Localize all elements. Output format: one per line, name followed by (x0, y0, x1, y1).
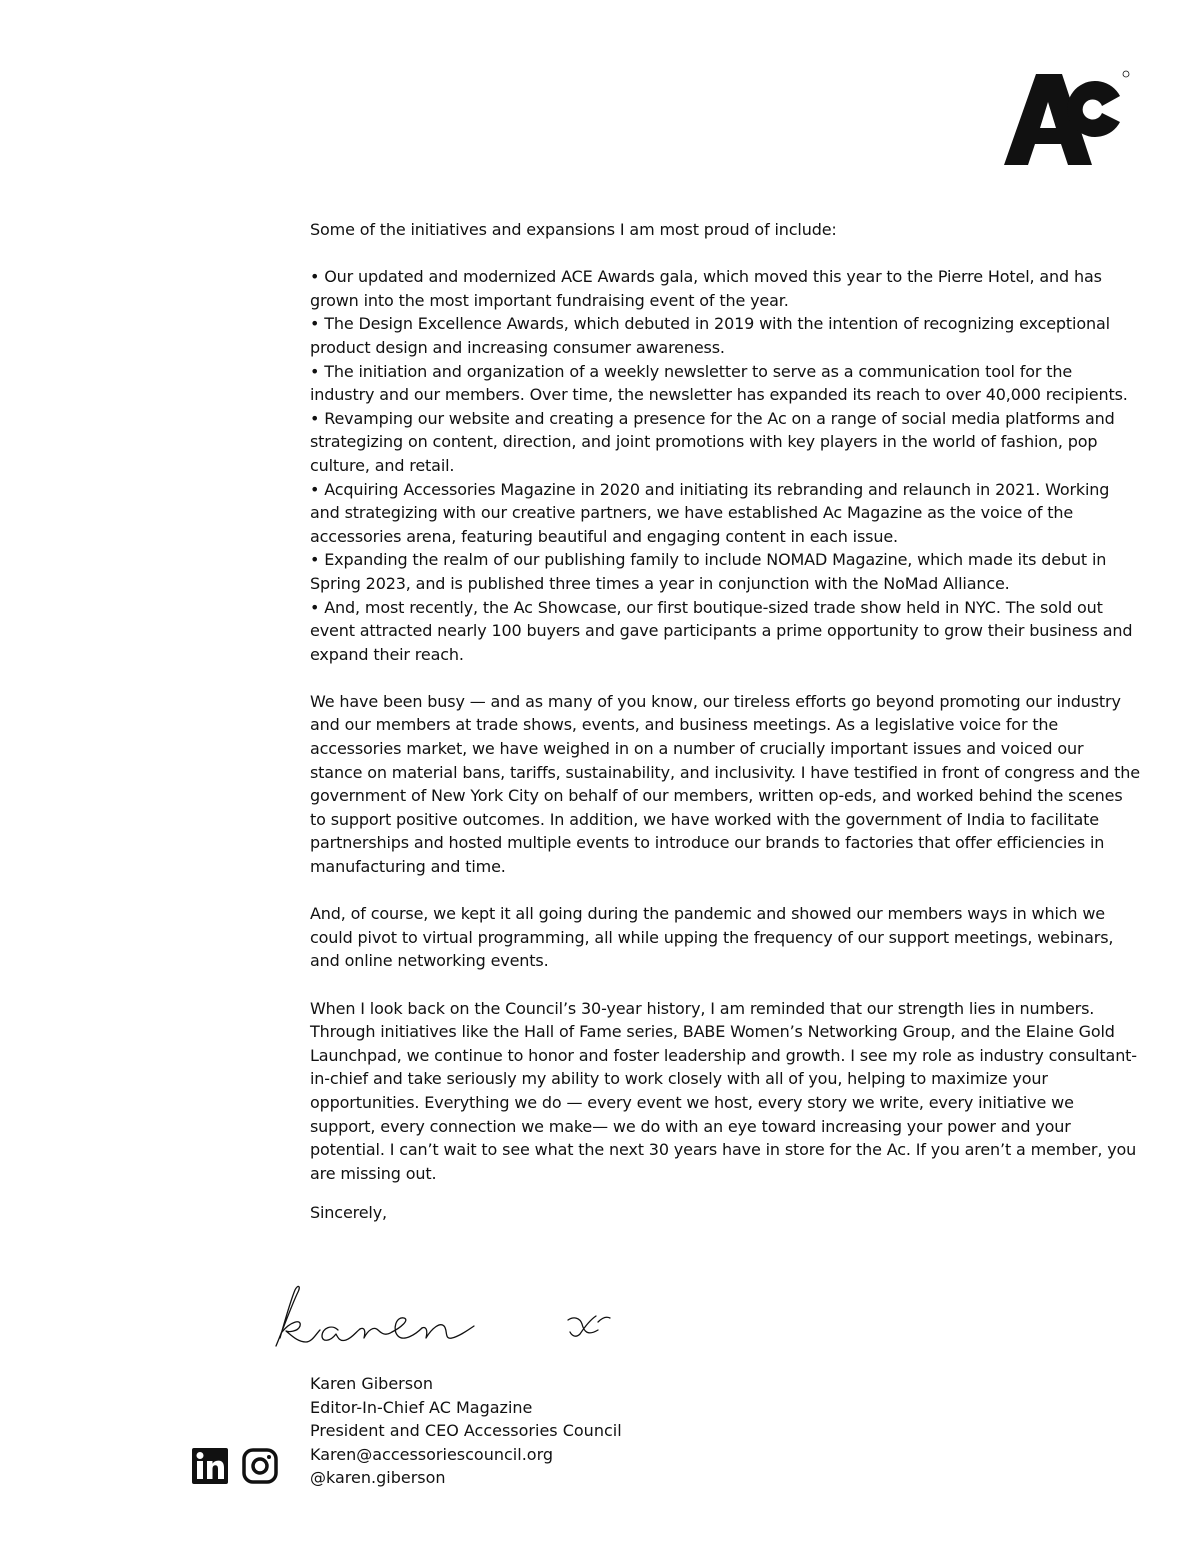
history-paragraph: When I look back on the Council’s 30-year history, I am reminded that our strength lies in numbers. Through initiatives like the Hall of Fame series, BABE Women’s Networking Group, and the Elaine Gold Launchpad, we continue to honor and foster leadership and growth. I see my role as industry consultant-in-chief and take seriously my ability to work closely with all of you, helping to maximize your opportunities. Everything we do — every event we host, every story we write, every initiative we support, every connection we make— we do with an eye toward increasing your power and your potential. I can’t wait to see what the next 30 years have in store for the Ac. If you aren’t a member, you are missing out. (310, 998, 1137, 1183)
initiatives-list (310, 265, 1140, 666)
list-item: • Revamping our website and creating a presence for the Ac on a range of social media platforms and strategizing on content, direction, and joint promotions with key players in the world of fashion, pop culture, and retail. (310, 408, 1115, 475)
signer-name: Karen Giberson (310, 1374, 433, 1393)
list-item: • Our updated and modernized ACE Awards gala, which moved this year to the Pierre Hotel, and has grown into the most important fundraising event of the year. (310, 267, 1102, 310)
signature-block (310, 1372, 622, 1490)
signer-handle[interactable]: @karen.giberson (310, 1468, 446, 1487)
list-item: • And, most recently, the Ac Showcase, our first boutique-sized trade show held in NYC. The sold out event attracted nearly 100 buyers and gave participants a prime opportunity to grow their business and expand their reach. (310, 597, 1133, 664)
list-item: • The Design Excellence Awards, which debuted in 2019 with the intention of recognizing exceptional product design and increasing consumer awareness. (310, 314, 1110, 357)
signature-graphic (268, 1282, 628, 1352)
closing-text: Sincerely, (310, 1203, 387, 1223)
signer-email[interactable]: Karen@accessoriescouncil.org (310, 1444, 554, 1464)
instagram-icon[interactable] (242, 1448, 278, 1484)
signer-title-council: President and CEO Accessories Council (310, 1421, 622, 1440)
intro-paragraph: Some of the initiatives and expansions I am most proud of include: (310, 220, 837, 239)
busy-paragraph: We have been busy — and as many of you know, our tireless efforts go beyond promoting our industry and our members at trade shows, events, and business meetings. As a legislative voice for the accessories market, we have weighed in on a number of crucially important issues and voiced our stance on material bans, tariffs, sustainability, and inclusivity. I have testified in front of congress and the government of New York City on behalf of our members, written op-eds, and worked behind the scenes to support positive outcomes. In addition, we have worked with the government of India to facilitate partnerships and hosted multiple events to introduce our brands to factories that offer efficiencies in manufacturing and time. (310, 691, 1140, 877)
list-item: • The initiation and organization of a weekly newsletter to serve as a communication tool for the industry and our members. Over time, the newsletter has expanded its reach to over 40,000 recipients. (310, 361, 1128, 405)
pandemic-paragraph: And, of course, we kept it all going during the pandemic and showed our members ways in which we could pivot to virtual programming, all while upping the frequency of our support meetings, webinars, and online networking events. (310, 904, 1114, 971)
linkedin-icon[interactable] (192, 1448, 228, 1484)
handwritten-signature (268, 1282, 628, 1352)
signer-title-magazine: Editor-In-Chief AC Magazine (310, 1397, 533, 1417)
letter-body (310, 218, 1140, 1249)
list-item: • Acquiring Accessories Magazine in 2020 and initiating its rebranding and relaunch in 2021. Working and strategizing with our creative partners, we have established Ac Magazine as the voice of the accessories arena, featuring beautiful and engaging content in each issue. (310, 479, 1110, 546)
social-icons (192, 1448, 282, 1486)
list-item: • Expanding the realm of our publishing family to include NOMAD Magazine, which made its debut in Spring 2023, and is published three times a year in conjunction with the NoMad Alliance. (310, 550, 1107, 593)
ac-logo (1000, 68, 1132, 168)
ac-logo-graphic (1000, 68, 1132, 168)
